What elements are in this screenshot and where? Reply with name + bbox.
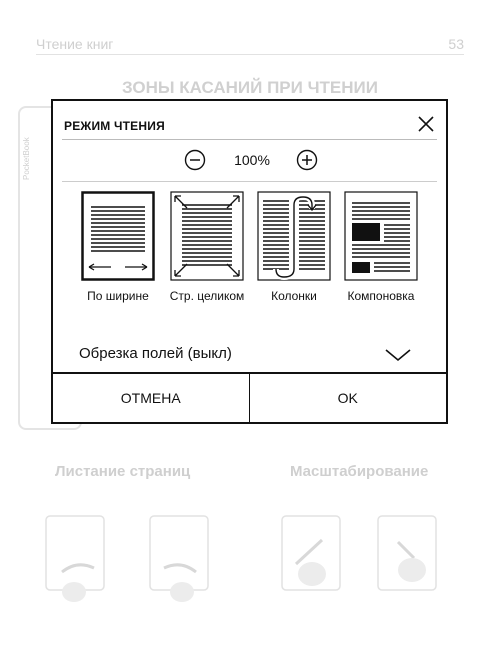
mode-label: По ширине xyxy=(87,289,149,303)
dialog-divider xyxy=(62,181,437,182)
page-flip-label: Листание страниц xyxy=(55,463,191,480)
dialog-divider xyxy=(62,139,437,140)
page-header-title: Чтение книг xyxy=(36,36,114,52)
reading-mode-dialog xyxy=(51,99,448,424)
fit-width-icon xyxy=(81,191,155,281)
zoom-out-button[interactable] xyxy=(184,149,206,171)
pinch-in-gesture-icon xyxy=(374,512,444,602)
zoom-gesture-label: Масштабирование xyxy=(290,463,429,480)
columns-icon xyxy=(257,191,331,281)
crop-margins-label: Обрезка полей (выкл) xyxy=(79,345,232,362)
mode-columns[interactable] xyxy=(255,191,333,303)
dialog-title: РЕЖИМ ЧТЕНИЯ xyxy=(64,119,165,133)
section-title: ЗОНЫ КАСАНИЙ ПРИ ЧТЕНИИ xyxy=(122,78,378,97)
mode-label: Компоновка xyxy=(347,289,415,303)
reflow-icon xyxy=(344,191,418,281)
swipe-left-gesture-icon xyxy=(42,512,112,602)
mode-fit-page[interactable] xyxy=(168,191,246,303)
mode-fit-width[interactable] xyxy=(79,191,157,303)
mode-label: Стр. целиком xyxy=(169,289,245,303)
zoom-value: 100% xyxy=(234,152,270,168)
crop-margins-dropdown[interactable] xyxy=(53,337,446,373)
zoom-in-button[interactable] xyxy=(296,149,318,171)
fit-page-icon xyxy=(170,191,244,281)
cancel-button[interactable]: ОТМЕНА xyxy=(53,374,250,422)
swipe-right-gesture-icon xyxy=(146,512,216,602)
close-icon[interactable] xyxy=(415,113,437,135)
header-divider xyxy=(36,54,464,55)
chevron-down-icon xyxy=(384,347,412,363)
device-brand: PocketBook xyxy=(22,137,31,180)
dialog-button-bar xyxy=(53,372,446,422)
ok-button[interactable]: OK xyxy=(337,390,358,406)
page-number: 53 xyxy=(448,36,464,52)
mode-reflow[interactable] xyxy=(342,191,420,303)
pinch-out-gesture-icon xyxy=(278,512,348,602)
mode-label: Колонки xyxy=(271,289,317,303)
